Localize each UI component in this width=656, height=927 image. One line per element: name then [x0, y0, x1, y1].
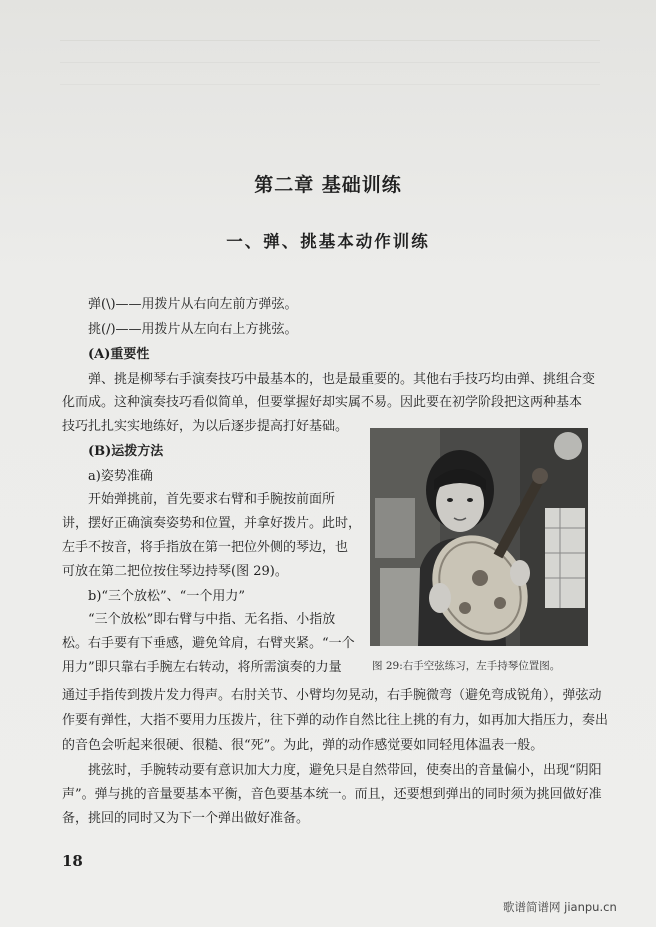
bleed-through-line — [60, 84, 600, 85]
chapter-title: 第二章 基础训练 — [254, 174, 402, 196]
bleed-through-line — [60, 62, 600, 63]
text-line: 备，挑回的同时又为下一个弹出做好准备。 — [62, 811, 310, 826]
text-line: 声”。弹与挑的音量要基本平衡，音色要基本统一。而且，还要想到弹出的同时须为挑回做好准 — [62, 787, 602, 802]
text-line: 用力”即只靠右手腕左右转动，将所需演奏的力量 — [62, 660, 342, 675]
text-line: 弹(\)——用拨片从右向左前方弹弦。 — [88, 297, 298, 312]
text-line: 技巧扎扎实实地练好，为以后逐步提高打好基础。 — [62, 419, 349, 434]
text-line: 作要有弹性，大指不要用力压拨片，往下弹的动作自然比往上挑的有力，如再加大指压力，奏出 — [62, 713, 609, 728]
text-line: 松。右手要有下垂感，避免耸肩，右臂夹紧。“一个 — [62, 636, 355, 651]
text-line: a)姿势准确 — [88, 469, 153, 484]
page-number: 18 — [62, 852, 83, 870]
text-line: 化而成。这种演奏技巧看似简单，但要掌握好却实属不易。因此要在初学阶段把这两种基本 — [62, 395, 583, 410]
subheading: (B)运拨方法 — [88, 444, 164, 459]
figure-photo — [370, 428, 588, 646]
bleed-through-line — [60, 40, 600, 41]
figure-caption: 图 29:右手空弦练习，左手持琴位置图。 — [372, 660, 561, 672]
text-line: b)“三个放松”、“一个用力” — [88, 589, 245, 604]
section-title: 一、弹、挑基本动作训练 — [226, 232, 430, 251]
text-line: “三个放松”即右臂与中指、无名指、小指放 — [88, 612, 336, 627]
text-line: 通过手指传到拨片发力得声。右肘关节、小臂均勿晃动，右手腕微弯（避免弯成锐角），弹弦动 — [62, 688, 602, 703]
text-line: 左手不按音，将手指放在第一把位外侧的琴边，也 — [62, 540, 349, 555]
text-line: 可放在第二把位按住琴边持琴(图 29)。 — [62, 564, 288, 579]
text-line: 开始弹挑前，首先要求右臂和手腕按前面所 — [88, 492, 336, 507]
text-line: 挑(/)——用拨片从左向右上方挑弦。 — [88, 322, 298, 337]
watermark: 歌谱简谱网 jianpu.cn — [503, 900, 617, 914]
text-line: 弹、挑是柳琴右手演奏技巧中最基本的，也是最重要的。其他右手技巧均由弹、挑组合变 — [88, 372, 596, 387]
text-line: 挑弦时，手腕转动要有意识加大力度，避免只是自然带回，使奏出的音量偏小，出现“阴阳 — [88, 763, 602, 778]
subheading: (A)重要性 — [88, 347, 150, 362]
text-line: 讲，摆好正确演奏姿势和位置，并拿好拨片。此时， — [62, 516, 362, 531]
text-line: 的音色会听起来很硬、很糙、很“死”。为此，弹的动作感觉要如同轻甩体温表一般。 — [62, 738, 544, 753]
